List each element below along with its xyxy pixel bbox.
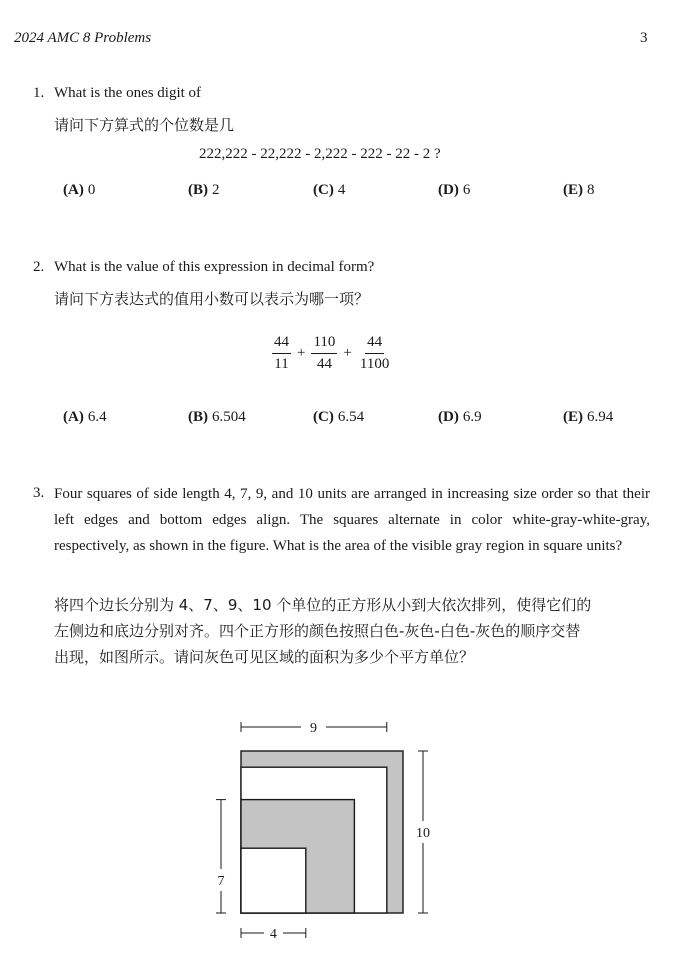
question-1-text-en: What is the ones digit of xyxy=(54,85,202,101)
plus-sign: + xyxy=(343,345,352,361)
question-3-text-cn-line-3: 出现，如图所示。请问灰色可见区域的面积为多少个平方单位？ xyxy=(54,648,475,666)
question-2-expression xyxy=(272,334,391,373)
fraction-3: $\frac{44}{1100}$ xyxy=(359,334,390,372)
question-3-text-en: Four squares of side length 4, 7, 9, and 10 units are arranged in increasing size order so that their left edges and bottom edges align. The squares alternate in color white-gray-white-gray, respectively, as shown in the figure. What is the area of the visible gray region in square units? xyxy=(54,486,650,554)
q2-choice-a: (A) 6.4 xyxy=(63,409,107,425)
q1-choice-c: (C) 4 xyxy=(313,182,346,198)
question-1-text-cn: 请问下方算式的个位数是几 xyxy=(54,116,235,134)
page-number: 3 xyxy=(640,30,648,46)
q1-choice-b: (B) 2 xyxy=(188,182,220,198)
label-left: 7 xyxy=(217,874,225,889)
q1-choice-e: (E) 8 xyxy=(563,182,595,198)
plus-sign: + xyxy=(297,345,306,361)
question-3-text-cn-line-1: 将四个边长分别为 4、7、9、10 个单位的正方形从小到大依次排列，使得它们的 xyxy=(54,596,592,614)
question-2-number: 2. xyxy=(33,259,45,275)
label-bottom: 4 xyxy=(269,927,277,942)
dimension-left xyxy=(216,800,226,913)
q2-choice-d: (D) 6.9 xyxy=(438,409,482,425)
question-2-text-en: What is the value of this expression in decimal form? xyxy=(54,259,375,275)
fraction-1: $\frac{44}{11}$ xyxy=(274,334,289,372)
q1-choice-a: (A) 0 xyxy=(63,182,96,198)
question-1-expression: 222,222 - 22,222 - 2,222 - 222 - 22 - 2 ? xyxy=(199,146,441,162)
question-3-number: 3. xyxy=(33,485,45,501)
square-side-4 xyxy=(241,848,306,913)
q1-choice-d: (D) 6 xyxy=(438,182,471,198)
question-3-text-cn-line-2: 左侧边和底边分别对齐。四个正方形的颜色按照白色-灰色-白色-灰色的顺序交替 xyxy=(54,622,581,640)
q2-choice-e: (E) 6.94 xyxy=(563,409,614,425)
label-top: 9 xyxy=(310,721,317,736)
q2-choice-c: (C) 6.54 xyxy=(313,409,365,425)
question-2-text-cn: 请问下方表达式的值用小数可以表示为哪一项？ xyxy=(54,290,370,308)
question-1-number: 1. xyxy=(33,85,45,101)
squares-figure xyxy=(200,715,460,955)
fraction-2: $\frac{110}{44}$ xyxy=(313,334,336,372)
label-right: 10 xyxy=(416,826,430,841)
q2-choice-b: (B) 6.504 xyxy=(188,409,246,425)
header-title: 2024 AMC 8 Problems xyxy=(14,30,152,46)
